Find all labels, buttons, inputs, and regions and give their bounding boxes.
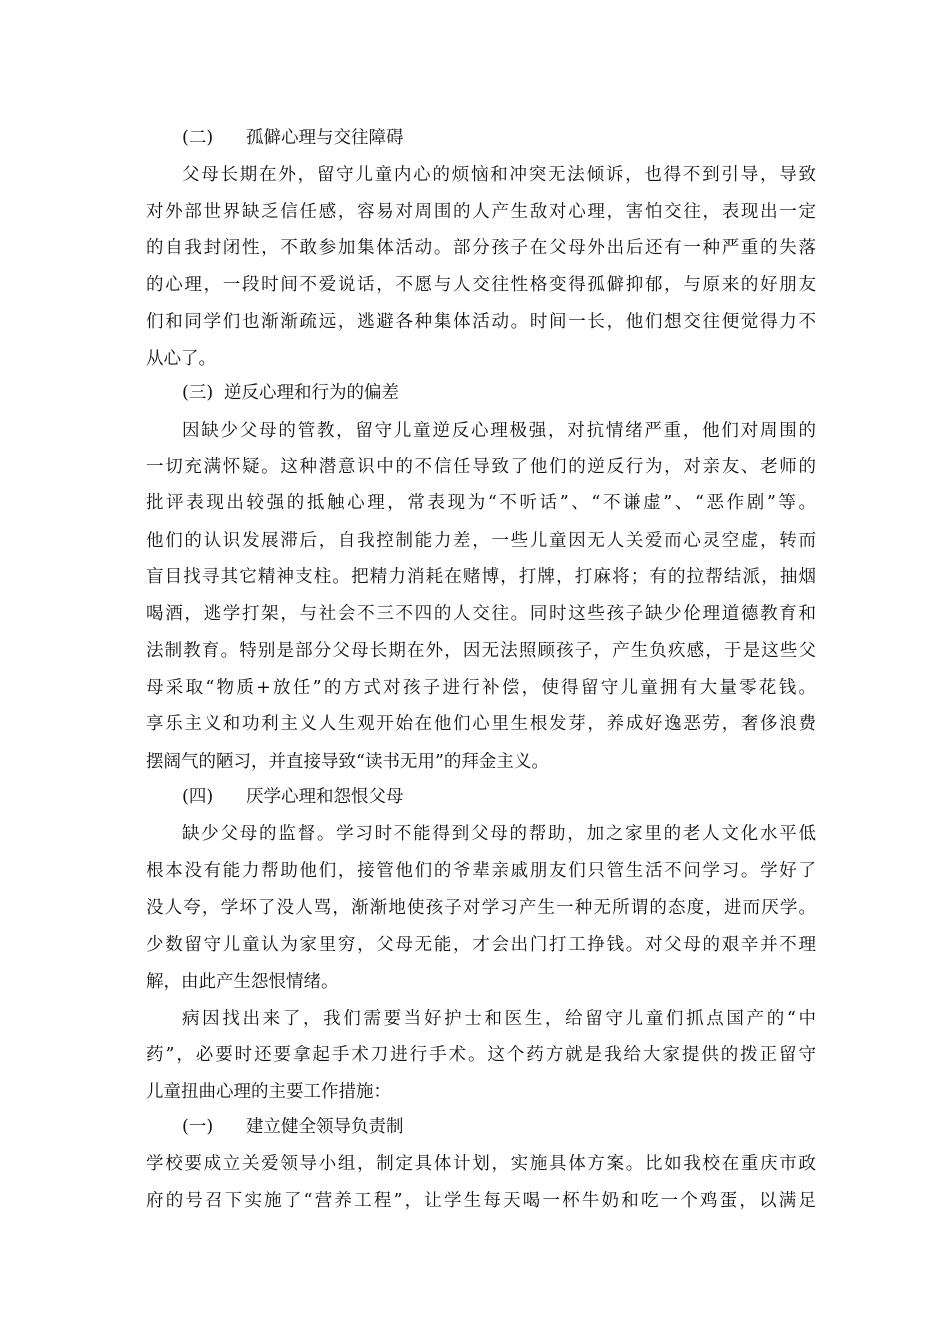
section-title: 孤僻心理与交往障碍 <box>246 128 404 148</box>
text-line: 根本没有能力帮助他们，接管他们的爷辈亲戚朋友们只管生活不问学习。学好了 <box>146 861 816 881</box>
section-number: (三) <box>182 383 214 403</box>
text-line: 府的号召下实施了“营养工程”，让学生每天喝一杯牛奶和吃一个鸡蛋，以满足 <box>146 1191 816 1211</box>
text-line: 从心了。 <box>146 349 216 369</box>
text-line: 病因找出来了，我们需要当好护士和医生，给留守儿童们抓点国产的“中 <box>182 1009 816 1029</box>
text-line: 父母长期在外，留守儿童内心的烦恼和冲突无法倾诉，也得不到引导，导致 <box>182 165 816 185</box>
text-line: 们和同学们也渐渐疏远，逃避各种集体活动。时间一长，他们想交往便觉得力不 <box>146 312 816 332</box>
text-line: 对外部世界缺乏信任感，容易对周围的人产生敌对心理，害怕交往，表现出一定 <box>146 202 816 222</box>
text-line: 儿童扭曲心理的主要工作措施： <box>146 1082 391 1102</box>
text-line: 法制教育。特别是部分父母长期在外，因无法照顾孩子，产生负疚感，于是这些父 <box>146 641 816 661</box>
text-line: 一切充满怀疑。这种潜意识中的不信任导致了他们的逆反行为，对亲友、老师的 <box>146 457 816 477</box>
text-line: 缺少父母的监督。学习时不能得到父母的帮助，加之家里的老人文化水平低 <box>182 824 816 844</box>
text-line: 他们的认识发展滞后，自我控制能力差，一些儿童因无人关爱而心灵空虚，转而 <box>146 531 816 551</box>
text-line: 的自我封闭性，不敢参加集体活动。部分孩子在父母外出后还有一种严重的失落 <box>146 238 816 258</box>
text-line: 摆阔气的陋习，并直接导致“读书无用”的拜金主义。 <box>146 752 549 772</box>
text-line: 母采取“物质+放任”的方式对孩子进行补偿，使得留守儿童拥有大量零花钱。 <box>146 678 816 698</box>
text-line: 批评表现出较强的抵触心理，常表现为“不听话”、“不谦虚”、“恶作剧”等。 <box>146 493 816 513</box>
text-line: 享乐主义和功利主义人生观开始在他们心里生根发芽，养成好逸恶劳，奢侈浪费 <box>146 714 816 734</box>
text-line: 没人夸，学坏了没人骂，渐渐地使孩子对学习产生一种无所谓的态度，进而厌学。 <box>146 898 816 918</box>
text-line: 解，由此产生怨恨情绪。 <box>146 972 339 992</box>
section-number: (四) <box>182 787 214 807</box>
text-line: 盲目找寻其它精神支柱。把精力消耗在赌博，打牌，打麻将；有的拉帮结派，抽烟 <box>146 567 816 587</box>
section-number: (二) <box>182 128 214 148</box>
text-line: 药”，必要时还要拿起手术刀进行手术。这个药方就是我给大家提供的拨正留守 <box>146 1045 816 1065</box>
section-title: 逆反心理和行为的偏差 <box>224 383 399 403</box>
text-line: 的心理，一段时间不爱说话，不愿与人交往性格变得孤僻抑郁，与原来的好朋友 <box>146 275 816 295</box>
text-line: 少数留守儿童认为家里穷，父母无能，才会出门打工挣钱。对父母的艰辛并不理 <box>146 935 816 955</box>
text-line: 因缺少父母的管教，留守儿童逆反心理极强，对抗情绪严重，他们对周围的 <box>182 421 816 441</box>
text-line: 学校要成立关爱领导小组，制定具体计划，实施具体方案。比如我校在重庆市政 <box>146 1154 816 1174</box>
section-number: (一) <box>182 1117 214 1137</box>
text-line: 喝酒，逃学打架，与社会不三不四的人交往。同时这些孩子缺少伦理道德教育和 <box>146 604 816 624</box>
section-title: 建立健全领导负责制 <box>246 1117 404 1137</box>
section-title: 厌学心理和怨恨父母 <box>246 787 404 807</box>
